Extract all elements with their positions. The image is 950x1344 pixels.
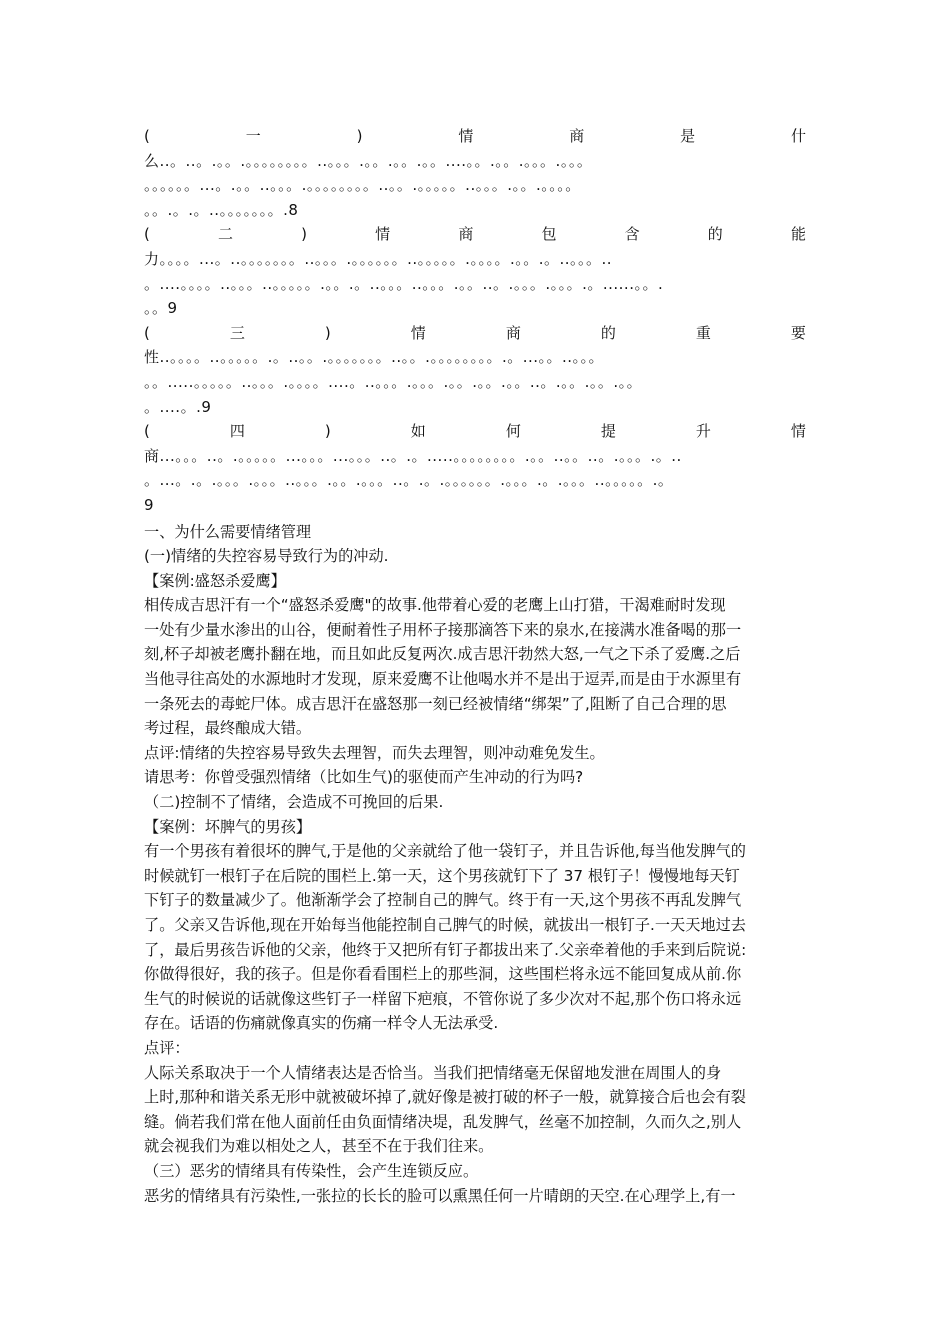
toc-title-char: 的 xyxy=(707,225,723,244)
toc-title-char: 情 xyxy=(375,225,391,244)
toc-title-char: ( xyxy=(144,323,150,342)
text-line: 【案例：坏脾气的男孩】 xyxy=(144,817,312,836)
toc-title-char: 能 xyxy=(790,225,806,244)
text-line: 相传成吉思汗有一个“盛怒杀爱鹰"的故事.他带着心爱的老鹰上山打猎，干渴难耐时发现 xyxy=(144,596,726,615)
toc-title-char: 要 xyxy=(790,323,806,342)
toc-title-char: 情 xyxy=(458,127,474,145)
toc-leader-line: 性..。。。。..。。。。。.。..。。.。。。。。。。..。。.。。。。。。。。.。...。。..。。。 xyxy=(144,348,605,367)
text-line: 人际关系取决于一个人情绪表达是否恰当。当我们把情绪毫无保留地发泄在周围人的身 xyxy=(144,1063,722,1082)
toc-title-char: 何 xyxy=(505,422,521,441)
text-line: 下钉子的数量减少了。他渐渐学会了控制自己的脾气。终于有一天,这个男孩不再乱发脾气 xyxy=(144,891,742,910)
toc-title-char: 的 xyxy=(600,323,616,342)
toc-title-char: ) xyxy=(356,127,363,145)
text-line: 生气的时候说的话就像这些钉子一样留下疤痕，不管你说了多少次对不起,那个伤口将永远 xyxy=(144,989,742,1008)
text-line: 一、为什么需要情绪管理 xyxy=(144,522,312,541)
toc-leader-line: 商...。。。..。.。。。。。...。。。...。。。..。.。.....。。。。。。。。.。。..。。..。.。。。.。.. xyxy=(144,446,682,465)
toc-entry-title xyxy=(144,222,806,247)
toc-leader-line: 。....。.9 xyxy=(144,397,212,416)
text-line: 了。父亲又告诉他,现在开始每当他能控制自己脾气的时候，就拔出一根钉子.一天天地过去 xyxy=(144,916,746,934)
toc-title-char: 情 xyxy=(790,422,806,441)
toc-entry[interactable] xyxy=(144,222,806,320)
text-line: （二)控制不了情绪，会造成不可挽回的后果. xyxy=(144,793,444,812)
toc-entry-title xyxy=(144,419,806,444)
toc-title-char: 三 xyxy=(229,323,245,342)
document-body xyxy=(144,520,806,1209)
toc-leader-line: 9 xyxy=(144,495,155,514)
text-line: 请思考：你曾受强烈情绪（比如生气)的驱使而产生冲动的行为吗? xyxy=(144,768,584,787)
toc-title-char: ) xyxy=(324,323,331,342)
text-line: 你做得很好，我的孩子。但是你看看围栏上的那些洞，这些围栏将永远不能回复成从前.你 xyxy=(144,965,742,984)
toc-title-char: 含 xyxy=(624,225,640,244)
toc-title-char: 什 xyxy=(790,127,806,145)
text-line: （三）恶劣的情绪具有传染性，会产生连锁反应。 xyxy=(144,1161,479,1180)
toc-leader-line: 。。.。.。..。。。。。。。.8 xyxy=(144,200,299,219)
toc-title-char: 四 xyxy=(229,422,245,441)
text-line: 恶劣的情绪具有污染性,一张拉的长长的脸可以熏黑任何一片晴朗的天空.在心理学上,有一 xyxy=(144,1186,736,1205)
text-line: 刻,杯子却被老鹰扑翻在地，而且如此反复两次.成吉思汗勃然大怒,一气之下杀了爱鹰.之后 xyxy=(144,645,741,664)
document-page xyxy=(144,124,806,1208)
toc-title-char: 商 xyxy=(458,225,474,244)
toc-title-char: 升 xyxy=(695,422,711,441)
text-line: 点评： xyxy=(144,1038,190,1057)
toc-title-char: 是 xyxy=(680,127,696,145)
toc-leader-line: 么..。..。.。。.。。。。。。。。..。。。.。。.。。.。。....。。.。。.。。。.。。。 xyxy=(144,151,593,170)
text-line: 了，最后男孩告诉他的父亲，他终于又把所有钉子都拔出来了.父亲牵着他的手来到后院说: xyxy=(144,940,747,959)
text-line: 上时,那种和谐关系无形中就被破坏掉了,就好像是被打破的杯子一般，就算接合后也会有裂 xyxy=(144,1088,746,1107)
toc-title-char: 一 xyxy=(245,127,261,145)
table-of-contents xyxy=(144,124,806,518)
toc-title-char: ( xyxy=(144,127,150,145)
text-line: 当他寻往高处的水源地时才发现，原来爱鹰不让他喝水并不是出于逗弄,而是由于水源里有 xyxy=(144,670,742,689)
text-line: 存在。话语的伤痛就像真实的伤痛一样令人无法承受. xyxy=(144,1014,499,1033)
toc-leader-line: 。。。。。。...。.。。..。。。.。。。。。。。。..。。.。。。。。..。。。.。。.。。。。 xyxy=(144,176,581,195)
text-line: 一处有少量水渗出的山谷，便耐着性子用杯子接那滴答下来的泉水,在接满水准备喝的那一 xyxy=(144,620,742,639)
toc-entry[interactable] xyxy=(144,321,806,419)
toc-leader-line: 。...。.。.。。。.。。。..。。。.。。.。。。..。.。.。。。。。。.。。。.。.。。。..。。。。。.。 xyxy=(144,471,674,490)
toc-leader-line: 。。9 xyxy=(144,299,178,318)
toc-title-char: 如 xyxy=(410,422,426,441)
toc-entry-title xyxy=(144,321,806,346)
toc-title-char: 商 xyxy=(505,323,521,342)
toc-title-char: 情 xyxy=(410,323,426,342)
toc-entry[interactable] xyxy=(144,419,806,517)
text-line: 时候就钉一根钉子在后院的围栏上.第一天，这个男孩就钉下了 37 根钉子！慢慢地每天钉 xyxy=(144,866,740,885)
toc-title-char: ) xyxy=(324,422,331,441)
toc-title-char: 提 xyxy=(600,422,616,441)
text-line: 考过程，最终酿成大错。 xyxy=(144,719,312,738)
text-line: 【案例:盛怒杀爱鹰】 xyxy=(144,571,286,590)
toc-title-char: 二 xyxy=(218,225,234,244)
toc-leader-line: 力。。。。...。..。。。。。。。..。。。.。。。。。。..。。。。。.。。。。.。。.。..。。。.. xyxy=(144,249,613,268)
toc-title-char: ( xyxy=(144,225,150,244)
text-line: 点评:情绪的失控容易导致失去理智，而失去理智，则冲动难免发生。 xyxy=(144,743,605,762)
text-line: 就会视我们为难以相处之人，甚至不在于我们往来。 xyxy=(144,1137,494,1156)
toc-title-char: ( xyxy=(144,422,150,441)
toc-entry-title xyxy=(144,124,806,149)
text-line: (一)情绪的失控容易导致行为的冲动. xyxy=(144,547,389,566)
toc-leader-line: 。。.....。。。。。..。。。.。。。。....。..。。。.。。。.。。.。。.。。..。.。。.。。.。。 xyxy=(144,372,643,391)
text-line: 缝。倘若我们常在他人面前任由负面情绪决堤，乱发脾气，丝毫不加控制，久而久之,别人 xyxy=(144,1112,742,1131)
toc-title-char: 包 xyxy=(541,225,557,244)
text-line: 有一个男孩有着很坏的脾气,于是他的父亲就给了他一袋钉子，并且告诉他,每当他发脾气的 xyxy=(144,842,746,861)
text-line: 一条死去的毒蛇尸体。成吉思汗在盛怒那一刻已经被情绪“绑架”了,阻断了自己合理的思 xyxy=(144,694,727,713)
toc-title-char: 商 xyxy=(569,127,585,145)
toc-leader-line: 。....。。。。..。。。..。。。。。.。。.。..。。。..。。。.。。..。.。。。.。。。.。......。。. xyxy=(144,274,664,293)
toc-title-char: 重 xyxy=(695,323,711,342)
toc-title-char: ) xyxy=(301,225,308,244)
toc-entry[interactable] xyxy=(144,124,806,222)
